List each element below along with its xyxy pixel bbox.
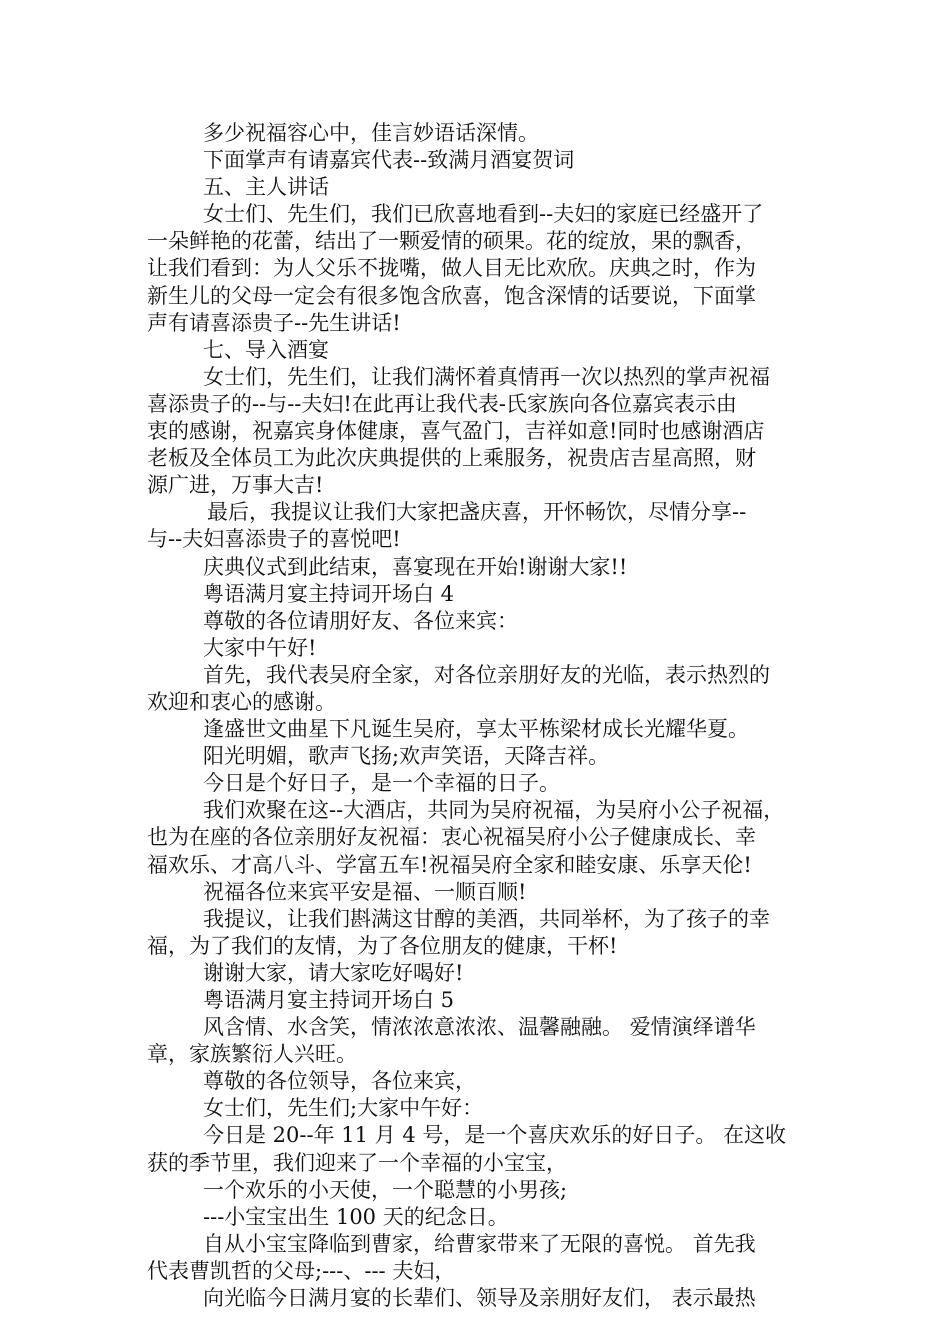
text-line: 风含情、水含笑，情浓浓意浓浓、温馨融融。 爱情演绎谱华 [203,1015,756,1040]
text-line: 我们欢聚在这--大酒店，共同为吴府祝福，为吴府小公子祝福， [203,798,785,823]
text-line: 庆典仪式到此结束，喜宴现在开始!谢谢大家!! [203,554,628,579]
text-line: 尊敬的各位请朋好友、各位来宾： [203,608,518,633]
text-line: 也为在座的各位亲朋好友祝福：衷心祝福吴府小公子健康成长、幸 [147,825,756,850]
text-line: ---小宝宝出生 100 天的纪念日。 [203,1204,509,1229]
text-line: 一个欢乐的小天使，一个聪慧的小男孩; [203,1177,568,1202]
text-line: 五、主人讲话 [203,175,329,200]
text-line: 粤语满月宴主持词开场白 4 [203,581,455,606]
text-line: 章，家族繁衍人兴旺。 [147,1042,357,1067]
text-line: 向光临今日满月宴的长辈们、领导及亲朋好友们， 表示最热 [203,1286,756,1311]
text-line: 老板及全体员工为此次庆典提供的上乘服务，祝贵店吉星高照，财 [147,446,756,471]
text-line: 与--夫妇喜添贵子的喜悦吧! [147,527,401,552]
text-line: 最后，我提议让我们大家把盏庆喜，开怀畅饮，尽情分享-- [207,500,747,525]
text-line: 一朵鲜艳的花蕾，结出了一颗爱情的硕果。花的绽放，果的飘香， [147,229,756,254]
text-line: 祝福各位来宾平安是福、一顺百顺! [203,879,527,904]
text-line: 谢谢大家，请大家吃好喝好! [203,960,464,985]
text-line: 多少祝福容心中，佳言妙语话深情。 [203,121,539,145]
text-line: 声有请喜添贵子--先生讲话! [147,310,401,335]
text-line: 尊敬的各位领导，各位来宾， [203,1069,476,1094]
text-line: 代表曹凯哲的父母;---、--- 夫妇， [147,1258,456,1283]
text-line: 福欢乐、才高八斗、学富五车!祝福吴府全家和睦安康、乐享天伦! [147,852,752,877]
text-line: 获的季节里，我们迎来了一个幸福的小宝宝， [147,1150,567,1175]
text-line: 女士们、先生们，我们已欣喜地看到--夫妇的家庭已经盛开了 [203,202,764,227]
text-line: 今日是个好日子，是一个幸福的日子。 [203,771,560,796]
text-line: 女士们，先生们;大家中午好： [203,1096,484,1121]
text-line: 七、导入酒宴 [203,337,329,362]
text-line: 衷的感谢，祝嘉宾身体健康，喜气盈门，吉祥如意!同时也感谢酒店 [147,419,765,444]
document-body [147,120,817,1312]
text-line: 福，为了我们的友情，为了各位朋友的健康，干杯! [147,933,618,958]
text-line: 源广进，万事大吉! [147,473,324,498]
text-line: 逢盛世文曲星下凡诞生吴府，享太平栋梁材成长光耀华夏。 [203,717,749,742]
text-line: 我提议，让我们斟满这甘醇的美酒，共同举杯，为了孩子的幸 [203,906,770,931]
text-line: 喜添贵子的--与--夫妇!在此再让我代表-氏家族向各位嘉宾表示由 [147,391,737,416]
text-line: 欢迎和衷心的感谢。 [147,689,336,714]
text-line: 大家中午好! [203,635,317,660]
text-line: 自从小宝宝降临到曹家，给曹家带来了无限的喜悦。 首先我 [203,1231,756,1256]
text-line: 下面掌声有请嘉宾代表--致满月酒宴贺词 [203,148,575,173]
text-line: 新生儿的父母一定会有很多饱含欣喜，饱含深情的话要说，下面掌 [147,283,756,308]
text-line: 女士们，先生们，让我们满怀着真情再一次以热烈的掌声祝福 [203,364,770,389]
text-line: 让我们看到：为人父乐不拢嘴，做人目无比欢欣。庆典之时，作为 [147,256,756,281]
text-line: 今日是 20--年 11 月 4 号，是一个喜庆欢乐的好日子。 在这收 [203,1123,787,1148]
text-line: 首先，我代表吴府全家，对各位亲朋好友的光临，表示热烈的 [203,662,770,687]
text-line: 粤语满月宴主持词开场白 5 [203,988,455,1012]
text-line: 阳光明媚，歌声飞扬;欢声笑语，天降吉祥。 [203,744,610,769]
